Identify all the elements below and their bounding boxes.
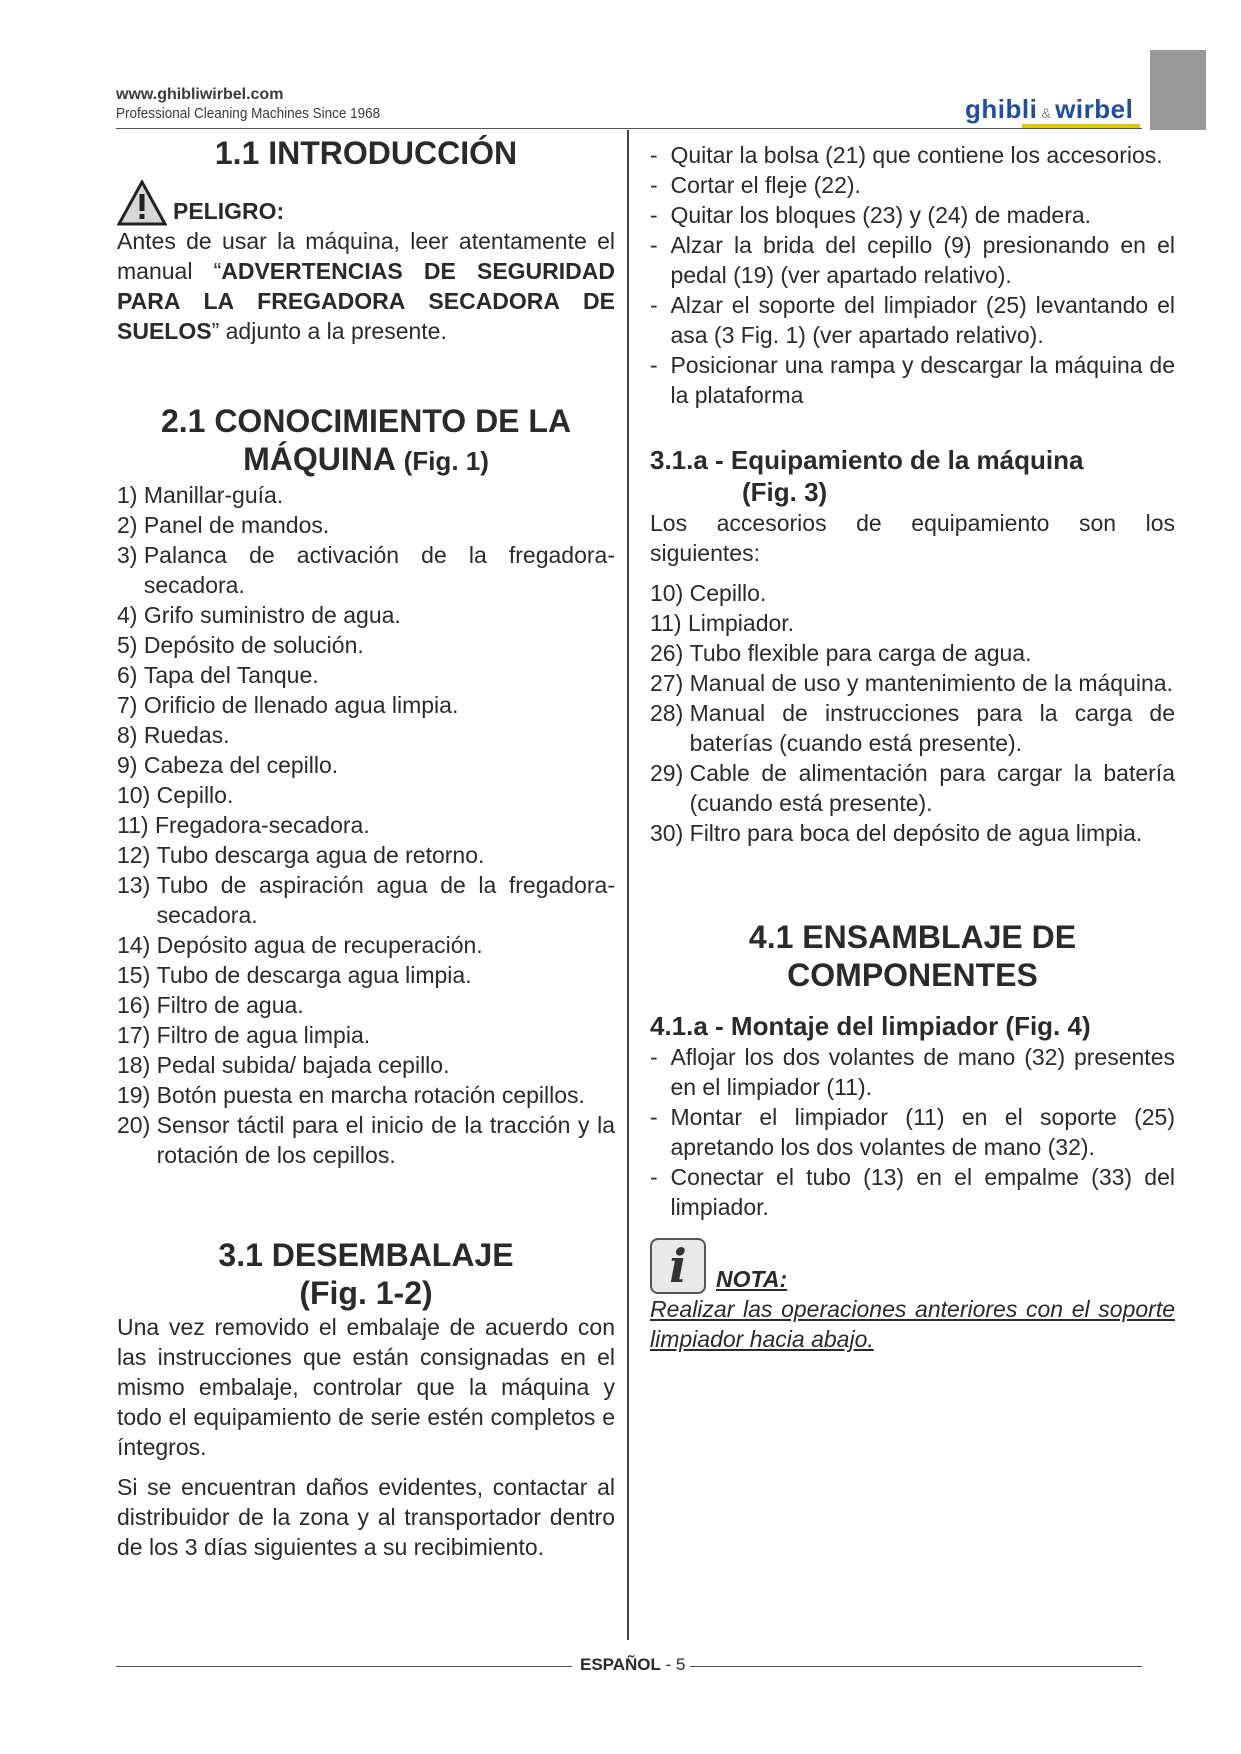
step-item-dash: - bbox=[650, 1104, 671, 1130]
logo-left: ghibli bbox=[965, 94, 1038, 124]
list-item-text: Tubo de aspiración agua de la fregadora-secadora. bbox=[156, 872, 615, 928]
list-item-text: Cepillo. bbox=[689, 580, 767, 606]
list-item-number: 4) bbox=[117, 602, 144, 628]
step-item-dash: - bbox=[650, 142, 671, 168]
list-item-number: 10) bbox=[650, 580, 690, 606]
section-ensamblaje-title bbox=[650, 918, 1175, 994]
section-conocimiento-title-line1: 2.1 CONOCIMIENTO DE LA bbox=[160, 403, 572, 439]
list-item bbox=[117, 1020, 615, 1050]
list-item bbox=[117, 690, 615, 720]
list-item-text: Filtro de agua. bbox=[156, 992, 304, 1018]
list-item-number: 26) bbox=[650, 640, 690, 666]
list-item bbox=[117, 960, 615, 990]
list-item-number: 18) bbox=[117, 1052, 157, 1078]
section-ensamblaje-title-line1: 4.1 ENSAMBLAJE DE bbox=[748, 919, 1077, 955]
list-item bbox=[117, 810, 615, 840]
note-label: NOTA: bbox=[716, 1266, 788, 1292]
list-item-text: Palanca de activación de la fregadora-secadora. bbox=[143, 542, 615, 598]
list-item bbox=[650, 638, 1175, 668]
list-item bbox=[117, 840, 615, 870]
section-desembalaje-title bbox=[117, 1236, 615, 1312]
list-item-number: 19) bbox=[117, 1082, 157, 1108]
list-item bbox=[650, 578, 1175, 608]
info-icon: i bbox=[650, 1238, 706, 1294]
intro-text-b: ” adjunto a la presente. bbox=[211, 318, 447, 344]
list-item-text: Tubo de descarga agua limpia. bbox=[156, 962, 472, 988]
list-item-number: 8) bbox=[117, 722, 144, 748]
step-item-text: Cortar el fleje (22). bbox=[670, 172, 861, 198]
list-item-number: 28) bbox=[650, 700, 690, 726]
section-conocimiento-title-line2: MÁQUINA bbox=[243, 441, 395, 477]
list-item-text: Depósito de solución. bbox=[143, 632, 364, 658]
list-item-number: 15) bbox=[117, 962, 157, 988]
step-item bbox=[650, 230, 1175, 290]
right-column bbox=[650, 140, 1175, 1354]
list-item bbox=[650, 698, 1175, 758]
note-block bbox=[650, 1238, 1175, 1294]
list-item bbox=[117, 720, 615, 750]
list-item bbox=[117, 990, 615, 1020]
list-item bbox=[650, 608, 1175, 638]
equipment-list bbox=[650, 578, 1175, 848]
list-item-number: 20) bbox=[117, 1112, 157, 1138]
section-ensamblaje-title-line2: COMPONENTES bbox=[787, 957, 1038, 993]
footer-separator: - bbox=[660, 1655, 677, 1674]
list-item-number: 11) bbox=[650, 610, 688, 636]
step-item-dash: - bbox=[650, 1164, 671, 1190]
list-item bbox=[650, 668, 1175, 698]
list-item-text: Cabeza del cepillo. bbox=[143, 752, 339, 778]
step-item bbox=[650, 1042, 1175, 1102]
logo-right: wirbel bbox=[1055, 94, 1134, 124]
list-item-number: 10) bbox=[117, 782, 157, 808]
list-item-number: 12) bbox=[117, 842, 157, 868]
list-item bbox=[117, 1110, 615, 1170]
list-item-number: 3) bbox=[117, 542, 144, 568]
section-conocimiento-title bbox=[117, 402, 615, 480]
list-item bbox=[650, 818, 1175, 848]
list-item bbox=[117, 630, 615, 660]
step-item-text: Alzar la brida del cepillo (9) presionando en el pedal (19) (ver apartado relativo). bbox=[670, 232, 1175, 288]
list-item-number: 5) bbox=[117, 632, 144, 658]
footer-page-number: 5 bbox=[676, 1655, 686, 1674]
list-item bbox=[117, 660, 615, 690]
list-item-number: 1) bbox=[117, 482, 144, 508]
step-item-text: Quitar los bloques (23) y (24) de madera. bbox=[670, 202, 1092, 228]
section-desembalaje-title-text: 3.1 DESEMBALAJE bbox=[218, 1237, 514, 1273]
section-equipamiento-fig: (Fig. 3) bbox=[742, 477, 828, 507]
header-tagline: Professional Cleaning Machines Since 1968 bbox=[116, 105, 381, 122]
list-item bbox=[117, 870, 615, 930]
list-item-number: 30) bbox=[650, 820, 690, 846]
step-item-dash: - bbox=[650, 1044, 671, 1070]
list-item-text: Tapa del Tanque. bbox=[143, 662, 319, 688]
list-item-text: Limpiador. bbox=[687, 610, 795, 636]
list-item-number: 17) bbox=[117, 1022, 157, 1048]
list-item bbox=[117, 1080, 615, 1110]
list-item-number: 13) bbox=[117, 872, 157, 898]
warning-block bbox=[117, 180, 615, 226]
list-item-text: Tubo descarga agua de retorno. bbox=[156, 842, 485, 868]
step-item-dash: - bbox=[650, 292, 671, 318]
list-item-number: 16) bbox=[117, 992, 157, 1018]
list-item-text: Panel de mandos. bbox=[143, 512, 330, 538]
step-item-text: Conectar el tubo (13) en el empalme (33) del limpiador. bbox=[670, 1164, 1175, 1220]
footer-language: ESPAÑOL bbox=[580, 1655, 661, 1674]
step-item-dash: - bbox=[650, 232, 671, 258]
list-item-text: Filtro para boca del depósito de agua limpia. bbox=[689, 820, 1143, 846]
list-item-text: Fregadora-secadora. bbox=[154, 812, 370, 838]
list-item-text: Grifo suministro de agua. bbox=[143, 602, 401, 628]
brand-logo bbox=[965, 94, 1133, 125]
section-conocimiento-fig: (Fig. 1) bbox=[403, 446, 489, 476]
list-item-text: Orificio de llenado agua limpia. bbox=[143, 692, 459, 718]
page-tab-marker bbox=[1150, 50, 1206, 130]
warning-label: PELIGRO: bbox=[173, 198, 285, 224]
list-item-text: Tubo flexible para carga de agua. bbox=[689, 640, 1032, 666]
list-item-text: Manual de uso y mantenimiento de la máquina. bbox=[689, 670, 1173, 696]
warning-triangle-icon bbox=[117, 180, 167, 226]
list-item-text: Manual de instrucciones para la carga de baterías (cuando está presente). bbox=[689, 700, 1175, 756]
section-montaje-title: 4.1.a - Montaje del limpiador (Fig. 4) bbox=[650, 1011, 1091, 1041]
list-item-text: Ruedas. bbox=[143, 722, 230, 748]
step-item-dash: - bbox=[650, 352, 671, 378]
list-item-number: 6) bbox=[117, 662, 144, 688]
list-item bbox=[117, 480, 615, 510]
section-equipamiento-title bbox=[650, 444, 1175, 508]
list-item-text: Depósito agua de recuperación. bbox=[156, 932, 483, 958]
unpacking-paragraph-1: Una vez removido el embalaje de acuerdo con las instrucciones que están consignadas en el mismo embalaje, controlar que la máquina y todo el equipamiento de serie estén completos e íntegros. bbox=[117, 1314, 615, 1460]
list-item-number: 2) bbox=[117, 512, 144, 538]
list-item bbox=[117, 600, 615, 630]
section-desembalaje-fig: (Fig. 1-2) bbox=[299, 1275, 433, 1311]
list-item bbox=[117, 750, 615, 780]
step-item bbox=[650, 200, 1175, 230]
intro-text-a: Antes de usar la máquina, leer atentamente el manual “ bbox=[117, 228, 615, 284]
list-item-text: Manillar-guía. bbox=[143, 482, 284, 508]
step-item bbox=[650, 1102, 1175, 1162]
list-item bbox=[117, 930, 615, 960]
list-item bbox=[117, 510, 615, 540]
step-item bbox=[650, 1162, 1175, 1222]
footer-rule-right bbox=[690, 1666, 1142, 1667]
list-item-text: Pedal subida/ bajada cepillo. bbox=[156, 1052, 450, 1078]
section-introduccion-title: 1.1 INTRODUCCIÓN bbox=[214, 135, 518, 171]
list-item-number: 7) bbox=[117, 692, 144, 718]
list-item-text: Cable de alimentación para cargar la batería (cuando está presente). bbox=[689, 760, 1175, 816]
machine-parts-list bbox=[117, 480, 615, 1170]
list-item bbox=[117, 780, 615, 810]
step-item-text: Aflojar los dos volantes de mano (32) presentes en el limpiador (11). bbox=[670, 1044, 1175, 1100]
step-item-dash: - bbox=[650, 202, 671, 228]
list-item-text: Botón puesta en marcha rotación cepillos. bbox=[156, 1082, 585, 1108]
list-item bbox=[650, 758, 1175, 818]
equipment-intro: Los accesorios de equipamiento son los siguientes: bbox=[650, 510, 1175, 566]
header-url[interactable]: www.ghibliwirbel.com bbox=[116, 86, 284, 103]
section-equipamiento-title-text: 3.1.a - Equipamiento de la máquina bbox=[650, 445, 1084, 475]
step-item-text: Quitar la bolsa (21) que contiene los accesorios. bbox=[670, 142, 1163, 168]
assembly-steps-list bbox=[650, 1042, 1175, 1222]
list-item bbox=[117, 540, 615, 600]
list-item-text: Sensor táctil para el inicio de la tracción y la rotación de los cepillos. bbox=[156, 1112, 615, 1168]
list-item-number: 27) bbox=[650, 670, 690, 696]
list-item-number: 9) bbox=[117, 752, 144, 778]
step-item bbox=[650, 350, 1175, 410]
left-column bbox=[117, 134, 615, 1562]
column-divider bbox=[627, 130, 629, 1640]
list-item-text: Filtro de agua limpia. bbox=[156, 1022, 371, 1048]
step-item-text: Posicionar una rampa y descargar la máquina de la plataforma bbox=[670, 352, 1175, 408]
step-item bbox=[650, 170, 1175, 200]
unpacking-steps-list bbox=[650, 140, 1175, 410]
step-item-text: Alzar el soporte del limpiador (25) levantando el asa (3 Fig. 1) (ver apartado relativo). bbox=[670, 292, 1175, 348]
logo-amp: & bbox=[1041, 105, 1052, 121]
note-text: Realizar las operaciones anteriores con el soporte limpiador hacia abajo. bbox=[650, 1296, 1175, 1352]
list-item-number: 14) bbox=[117, 932, 157, 958]
list-item-number: 11) bbox=[117, 812, 155, 838]
intro-paragraph bbox=[117, 226, 615, 346]
footer-rule-left bbox=[116, 1666, 572, 1667]
step-item bbox=[650, 140, 1175, 170]
list-item-text: Cepillo. bbox=[156, 782, 234, 808]
list-item-number: 29) bbox=[650, 760, 690, 786]
step-item bbox=[650, 290, 1175, 350]
unpacking-paragraph-2: Si se encuentran daños evidentes, contactar al distribuidor de la zona y al transportador dentro de los 3 días siguientes a su recibimiento. bbox=[117, 1474, 615, 1560]
intro-text-bold: ADVERTENCIAS DE SEGURIDAD PARA LA FREGADORA SECADORA DE SUELOS bbox=[117, 258, 615, 344]
header-rule bbox=[116, 128, 1142, 129]
step-item-dash: - bbox=[650, 172, 671, 198]
step-item-text: Montar el limpiador (11) en el soporte (25) apretando los dos volantes de mano (32). bbox=[670, 1104, 1175, 1160]
footer-page-label bbox=[580, 1655, 686, 1675]
list-item bbox=[117, 1050, 615, 1080]
